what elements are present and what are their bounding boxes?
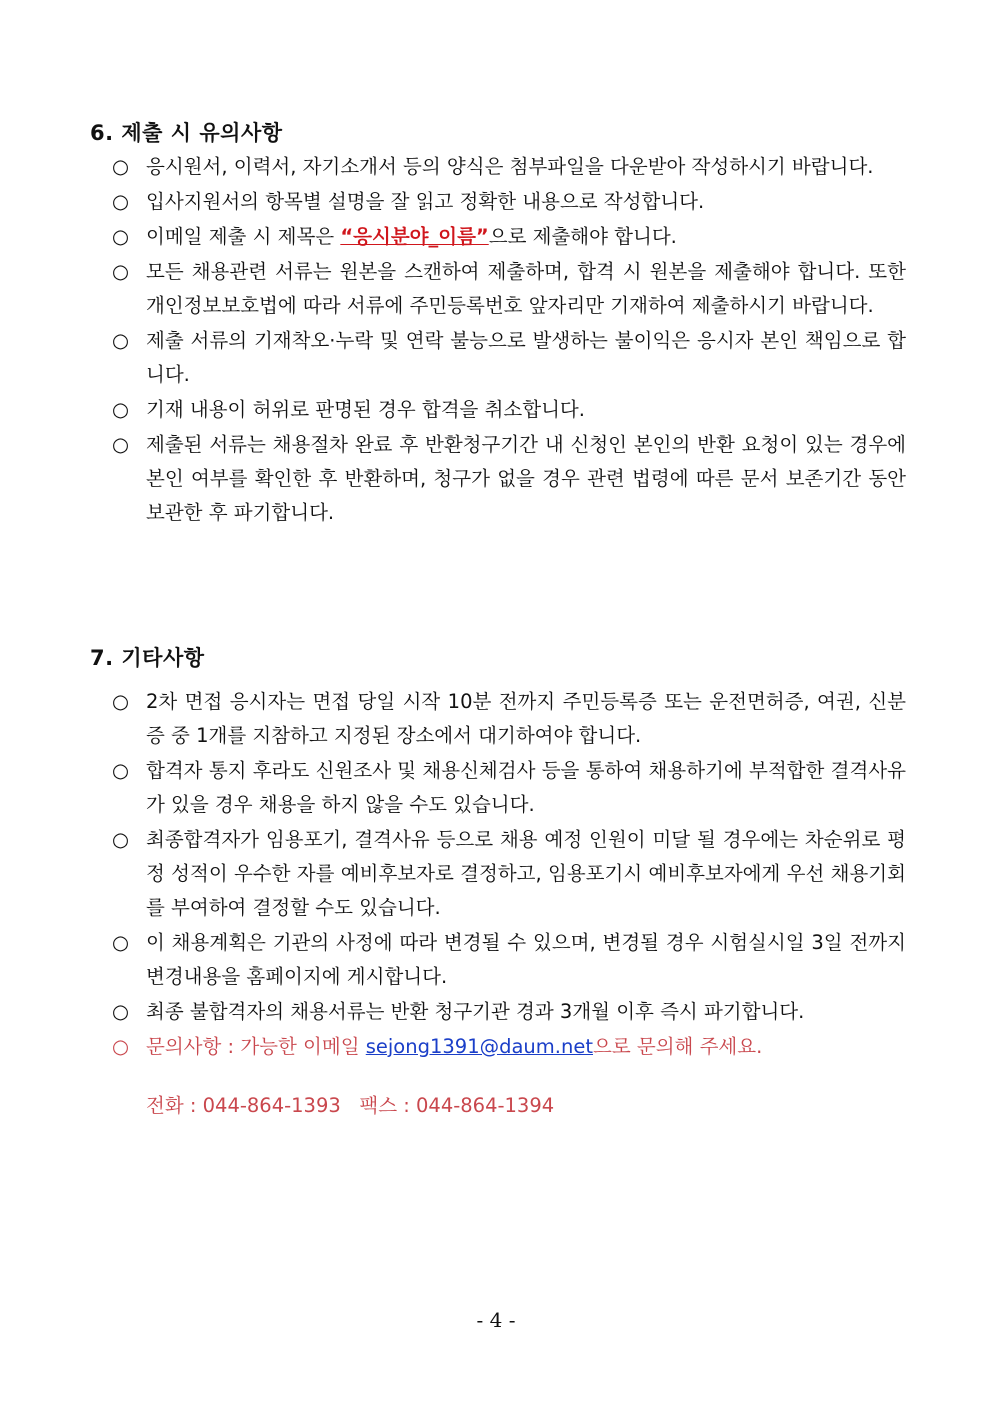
list-item: [112, 685, 906, 753]
item-text: 응시원서, 이력서, 자기소개서 등의 양식은 첨부파일을 다운받아 작성하시기 바랍니다.: [146, 155, 874, 178]
item-text: 최종 불합격자의 채용서류는 반환 청구기관 경과 3개월 이후 즉시 파기합니다.: [146, 1000, 805, 1023]
circle-bullet-icon: ○: [112, 190, 130, 213]
section-6-list: [112, 150, 906, 531]
circle-bullet-icon: ○: [112, 225, 130, 248]
email-subject-format: “응시분야_이름”: [340, 225, 489, 248]
list-item: [112, 393, 906, 427]
section-7-heading: 7. 기타사항: [90, 646, 205, 670]
section-6-heading: 6. 제출 시 유의사항: [90, 121, 283, 145]
item-text: 모든 채용관련 서류는 원본을 스캔하여 제출하며, 합격 시 원본을 제출해야 합니다. 또한 개인정보보호법에 따라 서류에 주민등록번호 앞자리만 기재하여 제출하시기 바랍니다.: [146, 260, 906, 317]
circle-bullet-icon: ○: [112, 329, 130, 352]
item-text: 기재 내용이 허위로 판명된 경우 합격을 취소합니다.: [146, 398, 585, 421]
section-7-list: [112, 685, 906, 1065]
list-item: [112, 324, 906, 392]
contact-email-link[interactable]: sejong1391@daum.net: [365, 1035, 593, 1058]
circle-bullet-icon: ○: [112, 260, 130, 283]
list-item: [112, 754, 906, 822]
circle-bullet-icon: ○: [112, 759, 130, 782]
list-item: [112, 926, 906, 994]
list-item: [112, 255, 906, 323]
item-text: 입사지원서의 항목별 설명을 잘 읽고 정확한 내용으로 작성합니다.: [146, 190, 705, 213]
item-text: 제출 서류의 기재착오·누락 및 연락 불능으로 발생하는 불이익은 응시자 본인 책임으로 합니다.: [146, 329, 906, 386]
item-text: 으로 제출해야 합니다.: [488, 225, 677, 248]
item-text: 이 채용계획은 기관의 사정에 따라 변경될 수 있으며, 변경될 경우 시험실시일 3일 전까지 변경내용을 홈페이지에 게시합니다.: [146, 931, 906, 988]
circle-bullet-icon: ○: [112, 1035, 130, 1058]
list-item: [112, 185, 906, 219]
item-text: 2차 면접 응시자는 면접 당일 시작 10분 전까지 주민등록증 또는 운전면허증, 여권, 신분증 중 1개를 지참하고 지정된 장소에서 대기하여야 합니다.: [146, 690, 906, 747]
circle-bullet-icon: ○: [112, 828, 130, 851]
contact-text: 문의사항 : 가능한 이메일: [146, 1035, 366, 1058]
circle-bullet-icon: ○: [112, 690, 130, 713]
list-item-contact: [112, 1030, 906, 1064]
item-text: 이메일 제출 시 제목은: [146, 225, 341, 248]
list-item: [112, 823, 906, 925]
circle-bullet-icon: ○: [112, 1000, 130, 1023]
list-item: [112, 995, 906, 1029]
circle-bullet-icon: ○: [112, 931, 130, 954]
contact-phone-fax: 전화 : 044-864-1393 팩스 : 044-864-1394: [146, 1094, 555, 1117]
page-number: - 4 -: [476, 1308, 516, 1332]
contact-text: 으로 문의해 주세요.: [592, 1035, 763, 1058]
list-item: [112, 150, 906, 184]
list-item-email-subject: [112, 220, 906, 254]
item-text: 최종합격자가 임용포기, 결격사유 등으로 채용 예정 인원이 미달 될 경우에는 차순위로 평정 성적이 우수한 자를 예비후보자로 결정하고, 임용포기시 예비후보자에게 우선 채용기회를 부여하여 결정할 수도 있습니다.: [146, 828, 906, 919]
circle-bullet-icon: ○: [112, 433, 130, 456]
circle-bullet-icon: ○: [112, 155, 130, 178]
item-text: 제출된 서류는 채용절차 완료 후 반환청구기간 내 신청인 본인의 반환 요청이 있는 경우에 본인 여부를 확인한 후 반환하며, 청구가 없을 경우 관련 법령에 따른 문서 보존기간 동안 보관한 후 파기합니다.: [146, 433, 906, 524]
item-text: 합격자 통지 후라도 신원조사 및 채용신체검사 등을 통하여 채용하기에 부적합한 결격사유가 있을 경우 채용을 하지 않을 수도 있습니다.: [146, 759, 906, 816]
list-item: [112, 428, 906, 530]
circle-bullet-icon: ○: [112, 398, 130, 421]
